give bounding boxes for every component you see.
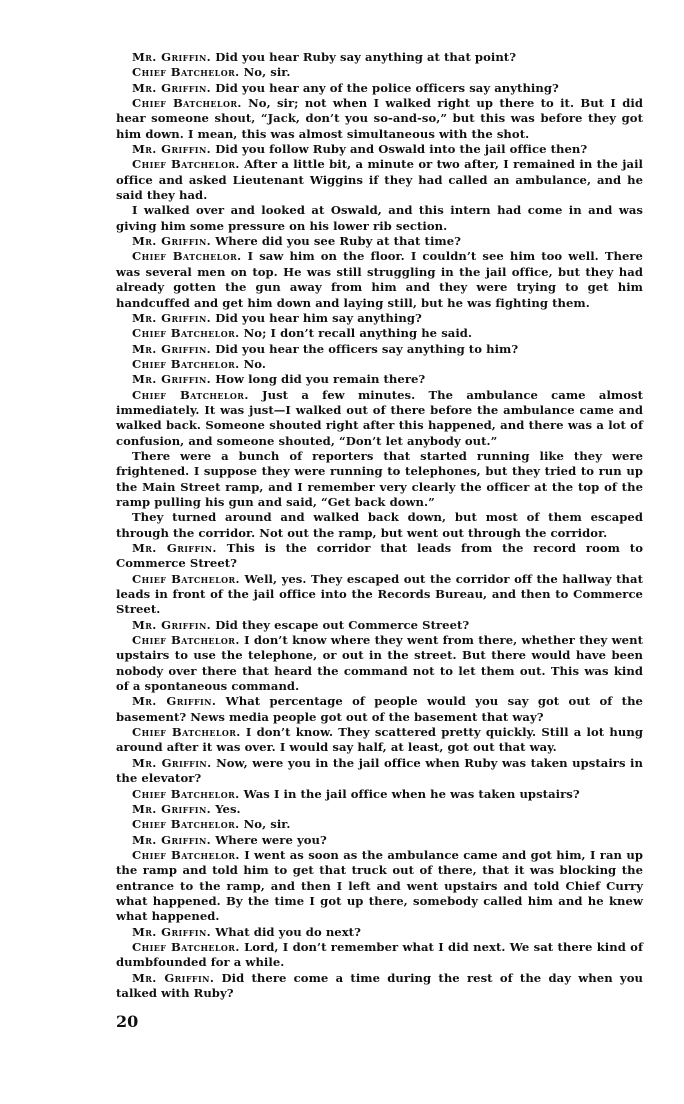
- transcript-paragraph: [116, 971, 643, 1002]
- speaker-name: Chief Batchelor.: [132, 96, 242, 111]
- speaker-name: Chief Batchelor.: [132, 939, 240, 954]
- speaker-name: Chief Batchelor.: [132, 65, 240, 80]
- transcript-paragraph: [116, 756, 643, 787]
- speaker-name: Mr. Griffin.: [132, 832, 212, 847]
- speaker-name: Mr. Griffin.: [132, 310, 212, 325]
- utterance-text: No; I don’t recall anything he said.: [239, 326, 473, 341]
- speaker-name: Mr. Griffin.: [132, 801, 212, 816]
- transcript-paragraph: [116, 372, 643, 387]
- transcript-paragraph: [116, 65, 643, 80]
- speaker-name: Chief Batchelor.: [132, 847, 240, 862]
- utterance-text: Did you hear the officers say anything to him?: [211, 341, 519, 356]
- speaker-name: Chief Batchelor.: [132, 725, 241, 740]
- transcript-paragraph: [116, 694, 643, 725]
- transcript-paragraph: [116, 802, 643, 817]
- transcript-paragraph: [116, 940, 643, 971]
- speaker-name: Mr. Griffin.: [132, 234, 212, 249]
- transcript-paragraph: [116, 449, 643, 510]
- utterance-text: Did you hear him say anything?: [211, 310, 422, 325]
- utterance-text: What did you do next?: [211, 924, 361, 939]
- speaker-name: Chief Batchelor.: [132, 817, 240, 832]
- transcript-paragraph: [116, 157, 643, 203]
- utterance-text: There were a bunch of reporters that started running like they were frightened. I suppose they were running to telephones, but they tried to run up the Main Street ramp, and I remember very clearly the officer at the top of the ramp pulling his gun and said, “Get back down.”: [116, 448, 643, 509]
- utterance-text: Did you hear any of the police officers say anything?: [211, 80, 559, 95]
- utterance-text: No.: [239, 356, 266, 371]
- speaker-name: Chief Batchelor.: [132, 571, 240, 586]
- transcript-paragraph: [116, 618, 643, 633]
- transcript-paragraph: [116, 81, 643, 96]
- utterance-text: They turned around and walked back down, but most of them escaped through the corridor. Not out the ramp, but went out through the corridor.: [116, 510, 643, 540]
- utterance-text: I walked over and looked at Oswald, and this intern had come in and was giving him some pressure on his lower rib section.: [116, 203, 643, 233]
- utterance-text: I don’t know where they went from there, whether they went upstairs to use the telephone, or out in the street. But there would have been nobody over there that heard the command not to let them out. This was kind of a spontaneous command.: [116, 633, 643, 694]
- speaker-name: Chief Batchelor.: [132, 326, 240, 341]
- transcript-paragraph: [116, 725, 643, 756]
- utterance-text: Was I in the jail office when he was taken upstairs?: [239, 786, 580, 801]
- utterance-text: Did you follow Ruby and Oswald into the jail office then?: [211, 142, 588, 157]
- speaker-name: Mr. Griffin.: [132, 80, 212, 95]
- transcript-paragraph: [116, 142, 643, 157]
- page-number: 20: [116, 1012, 139, 1031]
- speaker-name: Chief Batchelor.: [132, 249, 242, 264]
- transcript-paragraph: [116, 510, 643, 541]
- transcript-paragraph: [116, 388, 643, 449]
- utterance-text: I saw him on the floor. I couldn’t see him too well. There was several men on top. He was still struggling in the jail office, but they had already gotten the gun away from him and they were trying to get him handcuffed and get him down and laying still, but he was fighting them.: [116, 249, 643, 310]
- speaker-name: Chief Batchelor.: [132, 786, 240, 801]
- transcript-paragraph: [116, 234, 643, 249]
- speaker-name: Mr. Griffin.: [132, 970, 215, 985]
- transcript-paragraph: [116, 249, 643, 310]
- utterance-text: I don’t know. They scattered pretty quickly. Still a lot hung around after it was over. I would say half, at least, got out that way.: [116, 725, 643, 755]
- transcript-paragraph: [116, 541, 643, 572]
- utterance-text: What percentage of people would you say got out of the basement? News media people got out of the basement that way?: [116, 694, 643, 724]
- transcript-paragraph: [116, 326, 643, 341]
- utterance-text: Where did you see Ruby at that time?: [211, 234, 461, 249]
- utterance-text: Well, yes. They escaped out the corridor off the hallway that leads in front of the jail office into the Records Bureau, and then to Commerce Street.: [116, 571, 643, 617]
- speaker-name: Mr. Griffin.: [132, 924, 212, 939]
- utterance-text: This is the corridor that leads from the record room to Commerce Street?: [116, 541, 643, 571]
- transcript-paragraph: [116, 357, 643, 372]
- transcript-paragraph: [116, 50, 643, 65]
- utterance-text: Did there come a time during the rest of the day when you talked with Ruby?: [116, 970, 643, 1000]
- transcript-paragraph: [116, 572, 643, 618]
- speaker-name: Chief Batchelor.: [132, 633, 240, 648]
- utterance-text: After a little bit, a minute or two after, I remained in the jail office and asked Lieutenant Wiggins if they had called an ambulance, and he said they had.: [116, 157, 643, 203]
- speaker-name: Mr. Griffin.: [132, 541, 217, 555]
- transcript-paragraph: [116, 342, 643, 357]
- utterance-text: Lord, I don’t remember what I did next. We sat there kind of dumbfounded for a while.: [116, 939, 643, 970]
- transcript-paragraph: [116, 311, 643, 326]
- transcript-paragraph: [116, 848, 643, 925]
- speaker-name: Chief Batchelor.: [132, 157, 240, 172]
- utterance-text: I went as soon as the ambulance came and got him, I ran up the ramp and told him to get that truck out of there, that it was blocking the entrance to the ramp, and then I left and went upstairs and told Chief Curry what happened. By the time I got up there, somebody called him and he knew what happened.: [116, 847, 643, 924]
- utterance-text: Where were you?: [211, 832, 327, 847]
- utterance-text: Did they escape out Commerce Street?: [211, 617, 470, 632]
- transcript-body: [116, 50, 643, 1001]
- transcript-paragraph: [116, 787, 643, 802]
- utterance-text: Did you hear Ruby say anything at that point?: [211, 50, 517, 64]
- speaker-name: Mr. Griffin.: [132, 341, 212, 356]
- utterance-text: Now, were you in the jail office when Ruby was taken upstairs in the elevator?: [116, 755, 643, 786]
- speaker-name: Mr. Griffin.: [132, 694, 217, 709]
- utterance-text: No, sir; not when I walked right up there to it. But I did hear someone shout, “Jack, don’t you so-and-so,” but this was before they got him down. I mean, this was almost simultaneous with the shot.: [116, 96, 643, 141]
- speaker-name: Mr. Griffin.: [132, 142, 212, 157]
- speaker-name: Mr. Griffin.: [132, 372, 212, 387]
- transcript-paragraph: [116, 817, 643, 832]
- speaker-name: Chief Batchelor.: [132, 356, 240, 371]
- speaker-name: Mr. Griffin.: [132, 617, 212, 632]
- transcript-paragraph: [116, 925, 643, 940]
- transcript-paragraph: [116, 833, 643, 848]
- utterance-text: Yes.: [211, 801, 241, 816]
- speaker-name: Chief Batchelor.: [132, 387, 249, 402]
- utterance-text: How long did you remain there?: [211, 372, 426, 387]
- speaker-name: Mr. Griffin.: [132, 50, 212, 64]
- utterance-text: No, sir.: [239, 817, 291, 832]
- transcript-paragraph: [116, 96, 643, 142]
- transcript-paragraph: [116, 203, 643, 234]
- utterance-text: No, sir.: [239, 65, 291, 80]
- transcript-paragraph: [116, 633, 643, 694]
- speaker-name: Mr. Griffin.: [132, 755, 212, 770]
- utterance-text: Just a few minutes. The ambulance came almost immediately. It was just—I walked out of there before the ambulance came and walked back. Someone shouted right after this happened, and there was a lot of confusion, and someone shouted, “Don’t let anybody out.”: [116, 387, 643, 448]
